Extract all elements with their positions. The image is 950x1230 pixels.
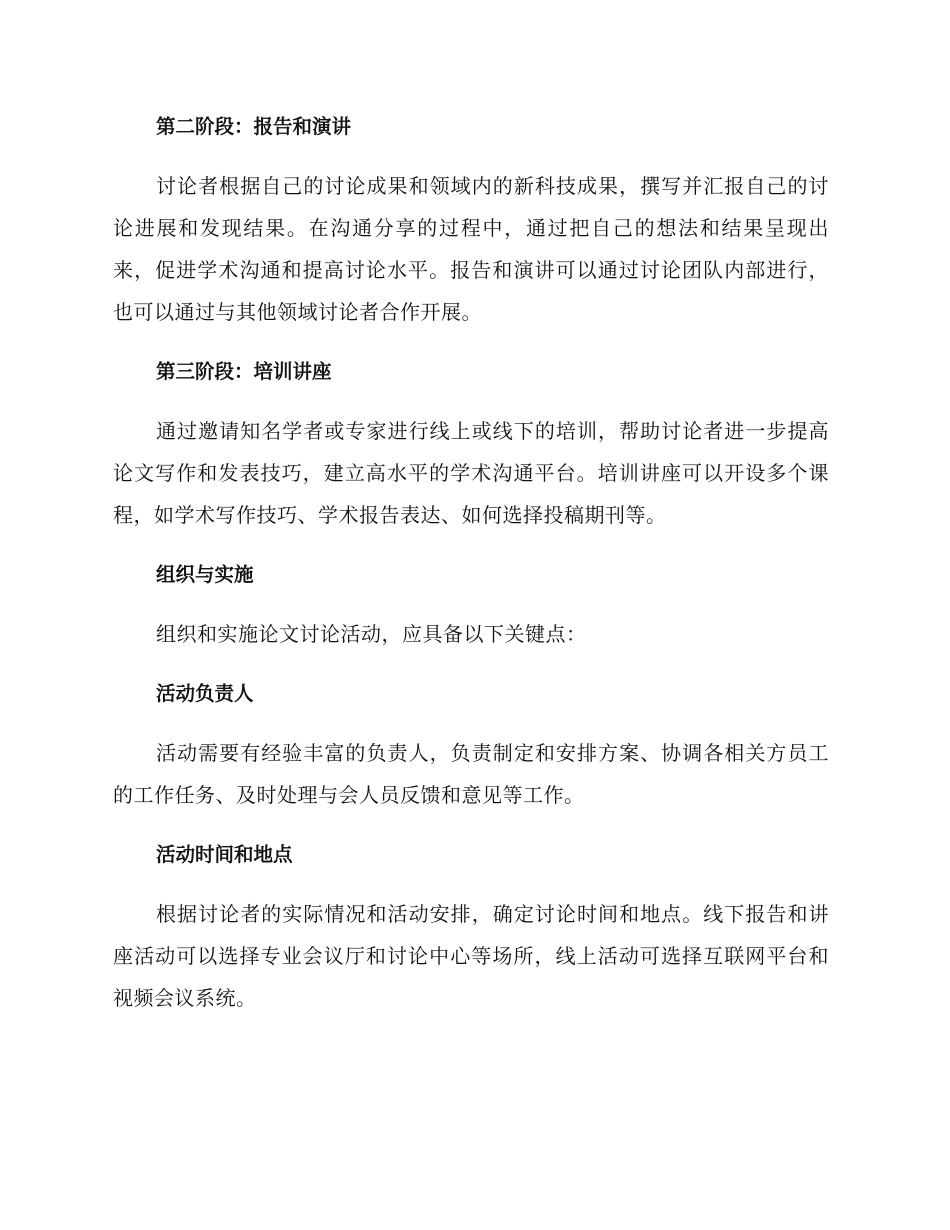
section-heading-stage-three: 第三阶段：培训讲座 xyxy=(156,360,332,383)
section-paragraph-stage-three: 通过邀请知名学者或专家进行线上或线下的培训，帮助讨论者进一步提高论文写作和发表技巧，建立高水平的学术沟通平台。培训讲座可以开设多个课程，如学术写作技巧、学术报告表达、如何选择投稿期刊等。 xyxy=(113,419,829,527)
document-page xyxy=(113,110,829,1019)
section-heading-time-location: 活动时间和地点 xyxy=(156,843,293,866)
section-paragraph-time-location: 根据讨论者的实际情况和活动安排，确定讨论时间和地点。线下报告和讲座活动可以选择专业会议厅和讨论中心等场所，线上活动可选择互联网平台和视频会议系统。 xyxy=(113,902,829,1010)
section-heading-organization: 组织与实施 xyxy=(156,563,254,586)
section-paragraph-activity-lead: 活动需要有经验丰富的负责人，负责制定和安排方案、协调各相关方员工的工作任务、及时处理与会人员反馈和意见等工作。 xyxy=(113,741,829,807)
section-paragraph-organization: 组织和实施论文讨论活动，应具备以下关键点： xyxy=(156,622,587,646)
section-heading-stage-two: 第二阶段：报告和演讲 xyxy=(156,115,352,138)
section-heading-activity-lead: 活动负责人 xyxy=(156,682,254,705)
section-paragraph-stage-two: 讨论者根据自己的讨论成果和领域内的新科技成果，撰写并汇报自己的讨论进展和发现结果。在沟通分享的过程中，通过把自己的想法和结果呈现出来，促进学术沟通和提高讨论水平。报告和演讲可以通过讨论团队内部进行，也可以通过与其他领域讨论者合作开展。 xyxy=(113,174,829,324)
